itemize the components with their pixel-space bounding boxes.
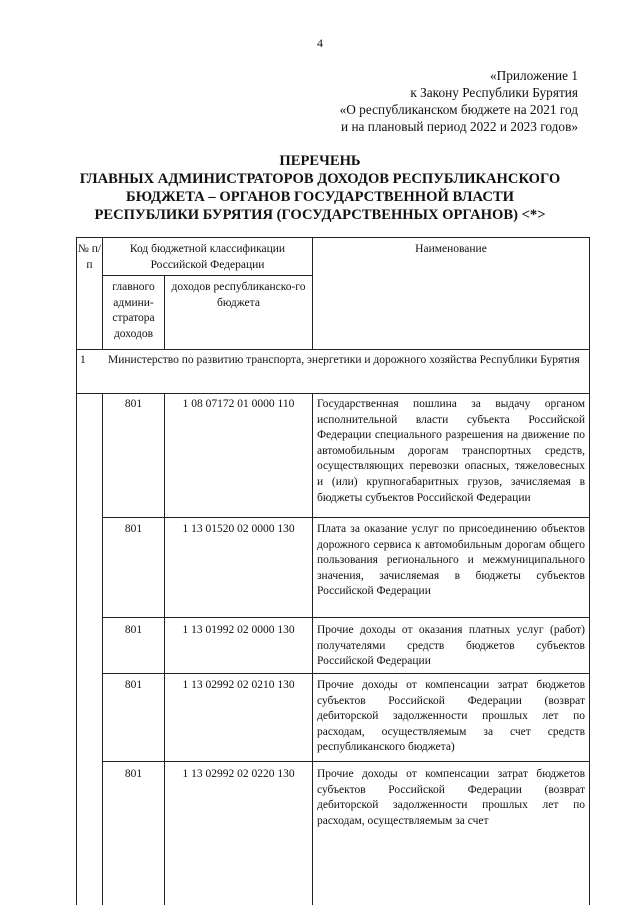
column-divider xyxy=(164,275,165,349)
appendix-reference xyxy=(340,67,578,135)
column-divider xyxy=(102,393,103,905)
header-income: доходов республиканско-го бюджета xyxy=(171,281,306,309)
revenue-name: Прочие доходы от компенсации затрат бюджетов субъектов Российской Федерации (возврат дебиторской задолженности прошлых лет по расходам, осуществляемым за счет средств республиканского бюджета) xyxy=(317,679,585,754)
admin-code: 801 xyxy=(124,624,143,636)
row-rule xyxy=(102,517,590,518)
budget-classification-code: 1 13 02992 02 0220 130 xyxy=(182,768,295,780)
table-border-top xyxy=(76,237,590,238)
revenue-name: Прочие доходы от компенсации затрат бюджетов субъектов Российской Федерации (возврат дебиторской задолженности прошлых лет по расходам, осуществляемым за счет xyxy=(317,768,585,827)
section-bottom-rule xyxy=(76,393,590,394)
budget-classification-code: 1 13 01992 02 0000 130 xyxy=(182,624,295,636)
revenue-administrators-table xyxy=(76,237,590,905)
admin-code: 801 xyxy=(124,768,143,780)
column-divider xyxy=(312,237,313,349)
appendix-line: к Закону Республики Бурятия xyxy=(410,85,578,100)
row-rule xyxy=(102,673,590,674)
column-divider xyxy=(312,393,313,905)
page-number: 4 xyxy=(317,36,323,50)
header-name: Наименование xyxy=(415,243,487,255)
document-title xyxy=(60,152,580,224)
row-rule xyxy=(102,617,590,618)
budget-classification-code: 1 08 07172 01 0000 110 xyxy=(182,398,295,410)
revenue-name: Государственная пошлина за выдачу органом исполнительной власти субъекта Российской Федерации специального разрешения на движение по автомобильным дорогам транспортных средств, осуществляющих перевозки опасных, тяжеловесных и (или) крупногабаритных грузов, зачисляемая в бюджеты субъектов Российской Федерации xyxy=(317,398,585,504)
appendix-line: «Приложение 1 xyxy=(490,68,578,83)
header-code: Код бюджетной классификации Российской Федерации xyxy=(129,243,286,271)
title-line: ГЛАВНЫХ АДМИНИСТРАТОРОВ ДОХОДОВ РЕСПУБЛИКАНСКОГО xyxy=(79,171,561,187)
header-number: № п/п xyxy=(77,243,102,271)
budget-classification-code: 1 13 02992 02 0210 130 xyxy=(182,679,295,691)
section-title: Министерство по развитию транспорта, энергетики и дорожного хозяйства Республики Бурятия xyxy=(108,354,580,366)
budget-classification-code: 1 13 01520 02 0000 130 xyxy=(182,523,295,535)
section-number: 1 xyxy=(80,354,86,366)
title-line: РЕСПУБЛИКИ БУРЯТИЯ (ГОСУДАРСТВЕННЫХ ОРГАНОВ) <*> xyxy=(94,207,546,223)
revenue-name: Прочие доходы от оказания платных услуг (работ) получателями средств бюджетов субъектов Российской Федерации xyxy=(317,624,585,668)
appendix-line: «О республиканском бюджете на 2021 год xyxy=(339,102,578,117)
admin-code: 801 xyxy=(124,523,143,535)
title-line: ПЕРЕЧЕНЬ xyxy=(279,153,361,169)
header-divider xyxy=(102,275,313,276)
header-bottom-rule xyxy=(76,349,590,350)
title-line: БЮДЖЕТА – ОРГАНОВ ГОСУДАРСТВЕННОЙ ВЛАСТИ xyxy=(126,189,514,205)
row-rule xyxy=(102,761,590,762)
appendix-line: и на плановый период 2022 и 2023 годов» xyxy=(341,119,578,134)
table-border-right xyxy=(589,237,590,905)
column-divider xyxy=(164,393,165,905)
admin-code: 801 xyxy=(124,679,143,691)
table-border-left xyxy=(76,237,77,905)
header-admin: главного админи-стратора доходов xyxy=(112,281,155,340)
revenue-name: Плата за оказание услуг по присоединению объектов дорожного сервиса к автомобильным дорогам общего пользования регионального и межмуниципального значения, зачисляемая в бюджеты субъектов Российской Федерации xyxy=(317,523,585,598)
admin-code: 801 xyxy=(124,398,143,410)
